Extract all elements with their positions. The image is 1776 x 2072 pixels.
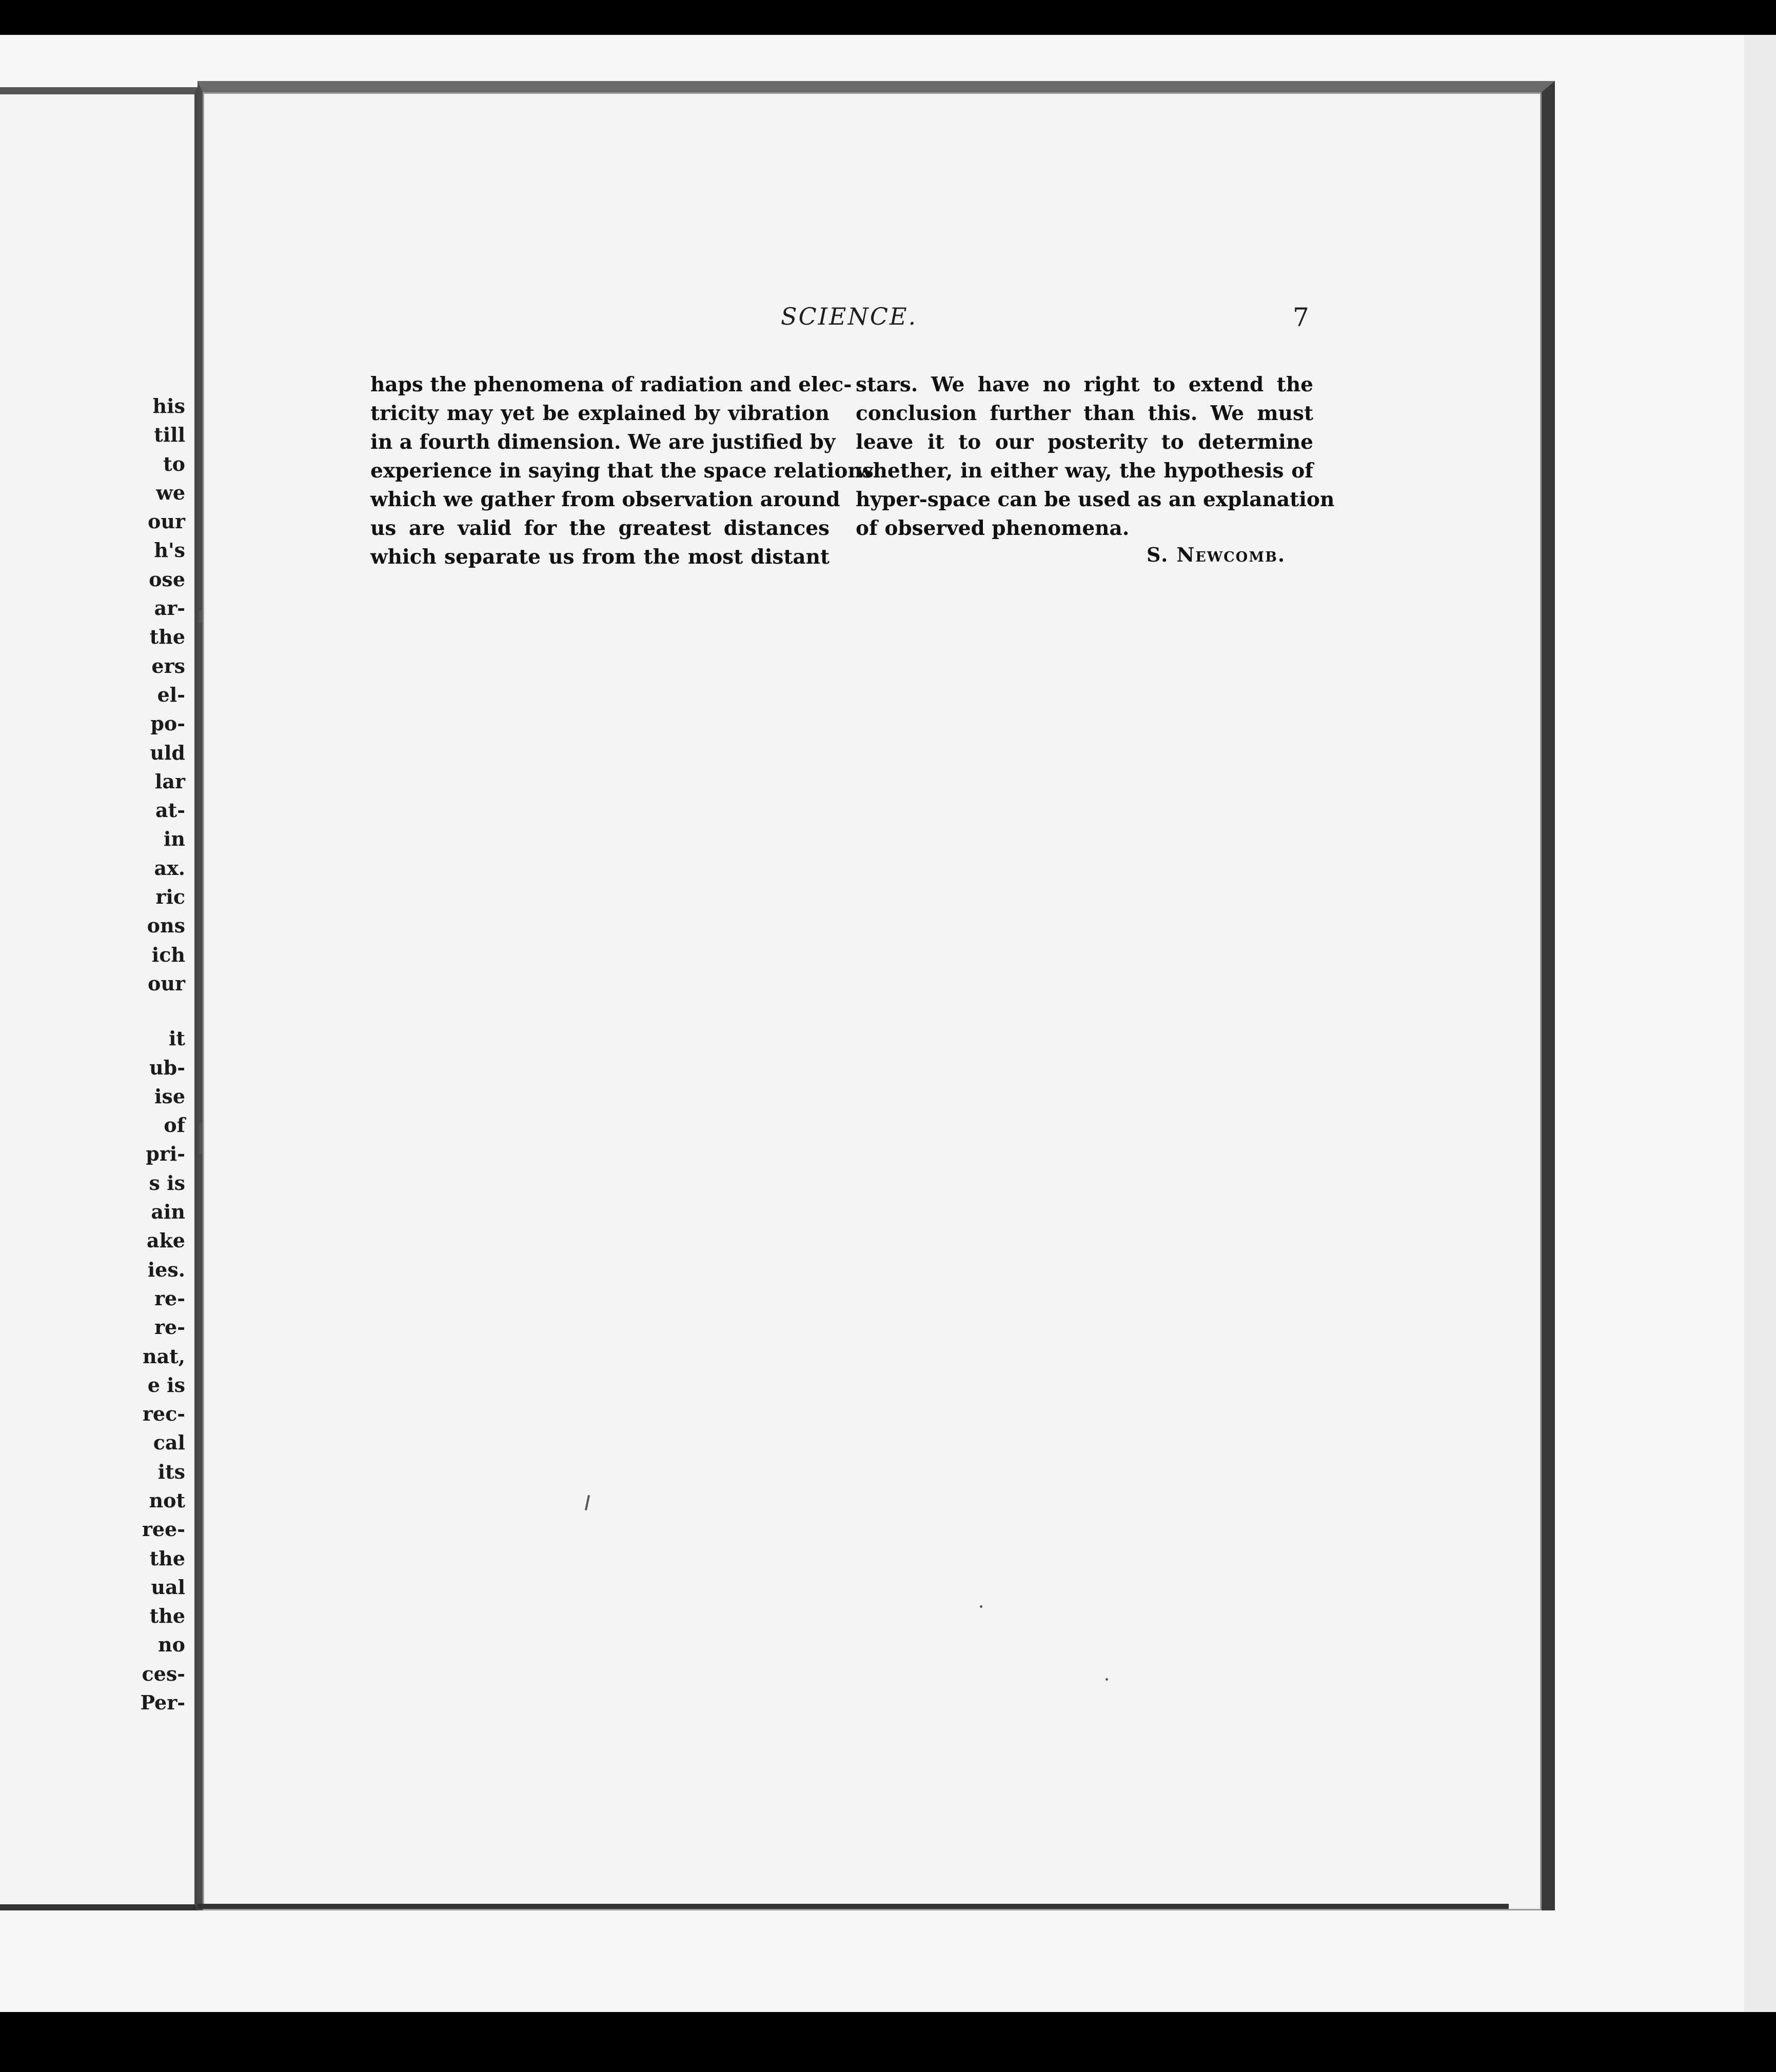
text-line: ake (146, 1229, 185, 1252)
previous-page-fragment (0, 87, 198, 1910)
text-line: ons (147, 914, 185, 938)
text-line: nat, (142, 1344, 185, 1368)
text-line: till (154, 423, 185, 447)
page (198, 81, 1555, 1910)
text-line: experience in saying that the space relations (370, 459, 874, 483)
paper-edge (1744, 35, 1776, 2012)
text-line: ub- (149, 1055, 185, 1079)
text-line: stars. We have no right to extend the (856, 373, 1313, 396)
text-line: re- (154, 1316, 185, 1339)
previous-page-text (108, 392, 185, 1717)
text-line: ies. (147, 1258, 185, 1281)
text-line: conclusion further than this. We must (856, 402, 1313, 425)
text-line: of observed phenomena. (856, 516, 1130, 540)
text-line: ain (151, 1200, 185, 1224)
text-line: ers (151, 654, 185, 678)
text-line: his (152, 394, 185, 417)
text-line: haps the phenomena of radiation and elec- (370, 373, 852, 396)
text-line: ar- (154, 596, 185, 620)
text-line: ual (151, 1575, 185, 1599)
text-line: ces- (142, 1662, 185, 1685)
scan-artifact (1106, 1678, 1108, 1681)
text-line: el- (157, 683, 185, 706)
text-line: it (169, 1027, 185, 1050)
text-line: we (156, 481, 185, 504)
text-line: not (149, 1488, 185, 1512)
text-line: us are valid for the greatest distances (370, 516, 830, 540)
text-line: which separate us from the most distant (370, 545, 830, 569)
scan-artifact (199, 610, 202, 623)
text-line: ric (155, 885, 185, 909)
text-line: no (158, 1633, 185, 1657)
text-line: po- (150, 712, 185, 735)
text-line: pri- (146, 1142, 185, 1166)
text-line: ise (154, 1084, 185, 1108)
text-line: to (163, 452, 185, 475)
scan-artifact (199, 1123, 202, 1154)
text-line: leave it to our posterity to determine (856, 430, 1313, 454)
text-line: h's (154, 539, 185, 562)
text-line: the (149, 625, 185, 649)
running-title: SCIENCE. (781, 303, 918, 330)
text-line: our (148, 971, 185, 995)
text-line: which we gather from observation around (370, 488, 840, 511)
text-line: the (149, 1604, 185, 1628)
text-line: ose (149, 567, 185, 591)
text-line: its (157, 1460, 185, 1483)
text-line: cal (153, 1431, 185, 1455)
text-column-right (856, 370, 1335, 543)
text-line: Per- (140, 1691, 185, 1715)
text-line: re- (154, 1286, 185, 1310)
text-line: in a fourth dimension. We are justified by (370, 430, 836, 454)
text-line: in (163, 827, 185, 851)
text-line: ax. (154, 856, 185, 880)
text-column-left (370, 370, 874, 571)
text-line: the (149, 1546, 185, 1570)
text-line: at- (155, 799, 185, 822)
text-line: whether, in either way, the hypothesis of (856, 459, 1313, 483)
text-line: uld (150, 741, 185, 764)
text-line: tricity may yet be explained by vibration (370, 402, 830, 425)
text-line: s is (149, 1171, 185, 1194)
text-line: of (164, 1113, 185, 1137)
author-signature: S. Newcomb. (1147, 543, 1286, 566)
text-line: ich (151, 943, 185, 966)
text-line: our (148, 510, 185, 533)
paragraph-gap (108, 998, 185, 1024)
page-number: 7 (1293, 303, 1309, 332)
text-line: e is (147, 1373, 185, 1397)
text-line: lar (154, 769, 185, 793)
text-line: hyper-space can be used as an explanation (856, 488, 1335, 511)
page-bottom-edge (198, 1904, 1509, 1909)
scan-artifact (980, 1605, 982, 1608)
text-line: rec- (142, 1402, 185, 1426)
text-line: ree- (142, 1518, 185, 1541)
